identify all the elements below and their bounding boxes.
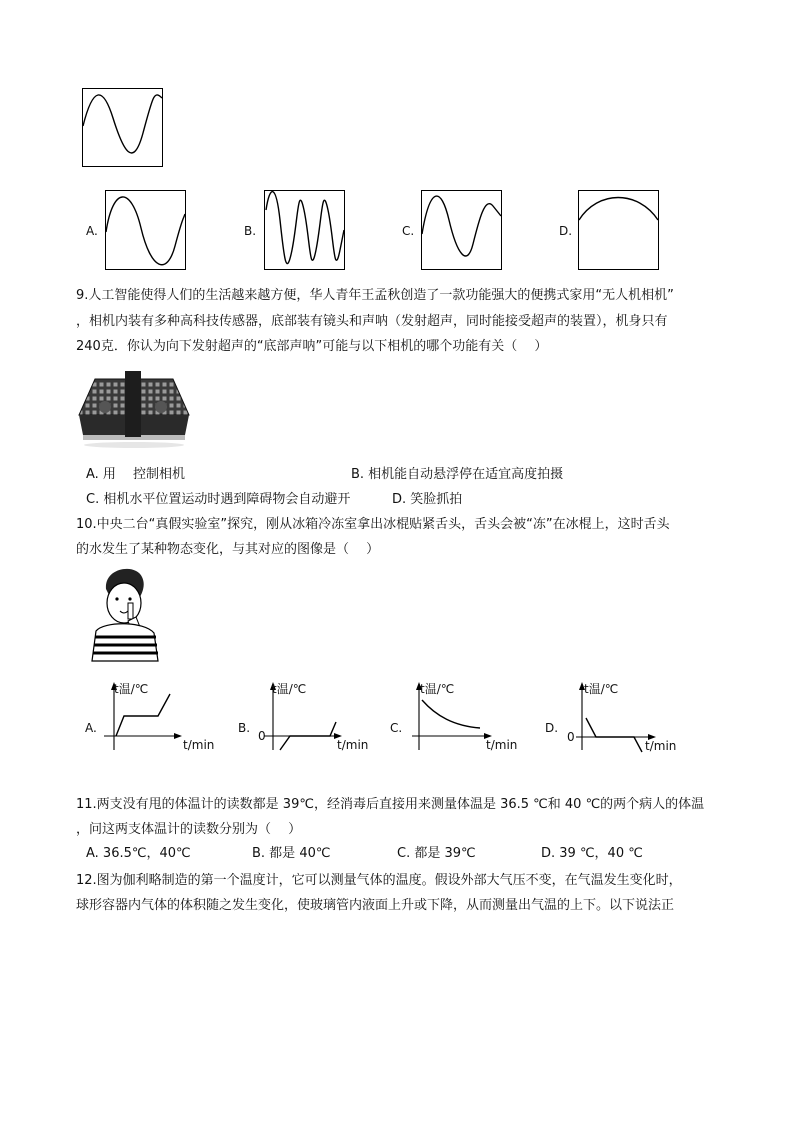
- q8-option-d-letter[interactable]: D.: [559, 224, 573, 238]
- q8-option-a-letter[interactable]: A.: [86, 224, 98, 238]
- q10-graph-b-y-label: t温/℃: [272, 682, 307, 696]
- q10-line-2: 的水发生了某种物态变化，与其对应的图像是（ ）: [76, 542, 380, 557]
- q8-option-c-wave[interactable]: [421, 190, 503, 271]
- q9-option-d[interactable]: D. 笑脸抓拍: [392, 492, 463, 507]
- q9-option-c[interactable]: C. 相机水平位置运动时遇到障碍物会自动避开: [86, 492, 351, 507]
- q10-option-b-letter[interactable]: B.: [238, 721, 251, 735]
- q10-graph-c-x-label: t/min: [486, 738, 518, 752]
- q8-option-a-wave[interactable]: [105, 190, 187, 271]
- drone-camera-image: [77, 367, 191, 449]
- q10-graph-b-x-label: t/min: [337, 738, 369, 752]
- q11-option-c[interactable]: C. 都是 39℃: [397, 846, 476, 861]
- q10-graph-d-origin: 0: [567, 730, 575, 744]
- reference-wave-figure: [82, 88, 164, 168]
- q8-option-c-letter[interactable]: C.: [402, 224, 415, 238]
- q8-option-d-wave[interactable]: [578, 190, 660, 271]
- q12-line-1: 12.图为伽利略制造的第一个温度计，它可以测量气体的温度。假设外部大气压不变，在气温发生变化时，: [76, 873, 682, 888]
- q10-option-c-letter[interactable]: C.: [390, 721, 403, 735]
- q9-option-a[interactable]: A. 用 控制相机: [86, 467, 186, 482]
- q9-line-3: 240克．你认为向下发射超声的“底部声呐”可能与以下相机的哪个功能有关（ ）: [76, 339, 548, 354]
- q11-option-a[interactable]: A. 36.5℃，40℃: [86, 846, 191, 861]
- q10-graph-c-y-label: t温/℃: [420, 682, 455, 696]
- q10-graph-b-origin: 0: [258, 729, 266, 743]
- q9-option-b[interactable]: B. 相机能自动悬浮停在适宜高度拍摄: [351, 467, 564, 482]
- q10-graph-d-x-label: t/min: [645, 739, 677, 753]
- q10-graph-d-y-label: t温/℃: [584, 682, 619, 696]
- boy-licking-popsicle-image: [84, 563, 164, 663]
- q10-line-1: 10.中央二台“真假实验室”探究，刚从冰箱冷冻室拿出冰棍贴紧舌头，舌头会被“冻”在冰棍上，这时舌头: [76, 517, 670, 532]
- q10-option-a-letter[interactable]: A.: [85, 721, 97, 735]
- q11-option-d[interactable]: D. 39 ℃，40 ℃: [541, 846, 643, 861]
- q9-line-2: ，相机内装有多种高科技传感器，底部装有镜头和声呐（发射超声，同时能接受超声的装置），机身只有: [76, 314, 668, 329]
- q10-option-d-letter[interactable]: D.: [545, 721, 559, 735]
- q12-line-2: 球形容器内气体的体积随之发生变化，使玻璃管内液面上升或下降，从而测量出气温的上下。以下说法正: [76, 898, 675, 913]
- q11-option-b[interactable]: B. 都是 40℃: [252, 846, 331, 861]
- q11-line-2: ，问这两支体温计的读数分别为（ ）: [76, 822, 302, 837]
- q10-graph-a-y-label: t温/℃: [114, 682, 149, 696]
- q9-line-1: 9.人工智能使得人们的生活越来越方便，华人青年王孟秋创造了一款功能强大的便携式家用“无人机相机”: [76, 288, 674, 303]
- q8-option-b-letter[interactable]: B.: [244, 224, 257, 238]
- q8-option-b-wave[interactable]: [264, 190, 346, 271]
- q10-graph-a-x-label: t/min: [183, 738, 215, 752]
- q11-line-1: 11.两支没有甩的体温计的读数都是 39℃，经消毒后直接用来测量体温是 36.5 ℃和 40 ℃的两个病人的体温: [76, 797, 705, 812]
